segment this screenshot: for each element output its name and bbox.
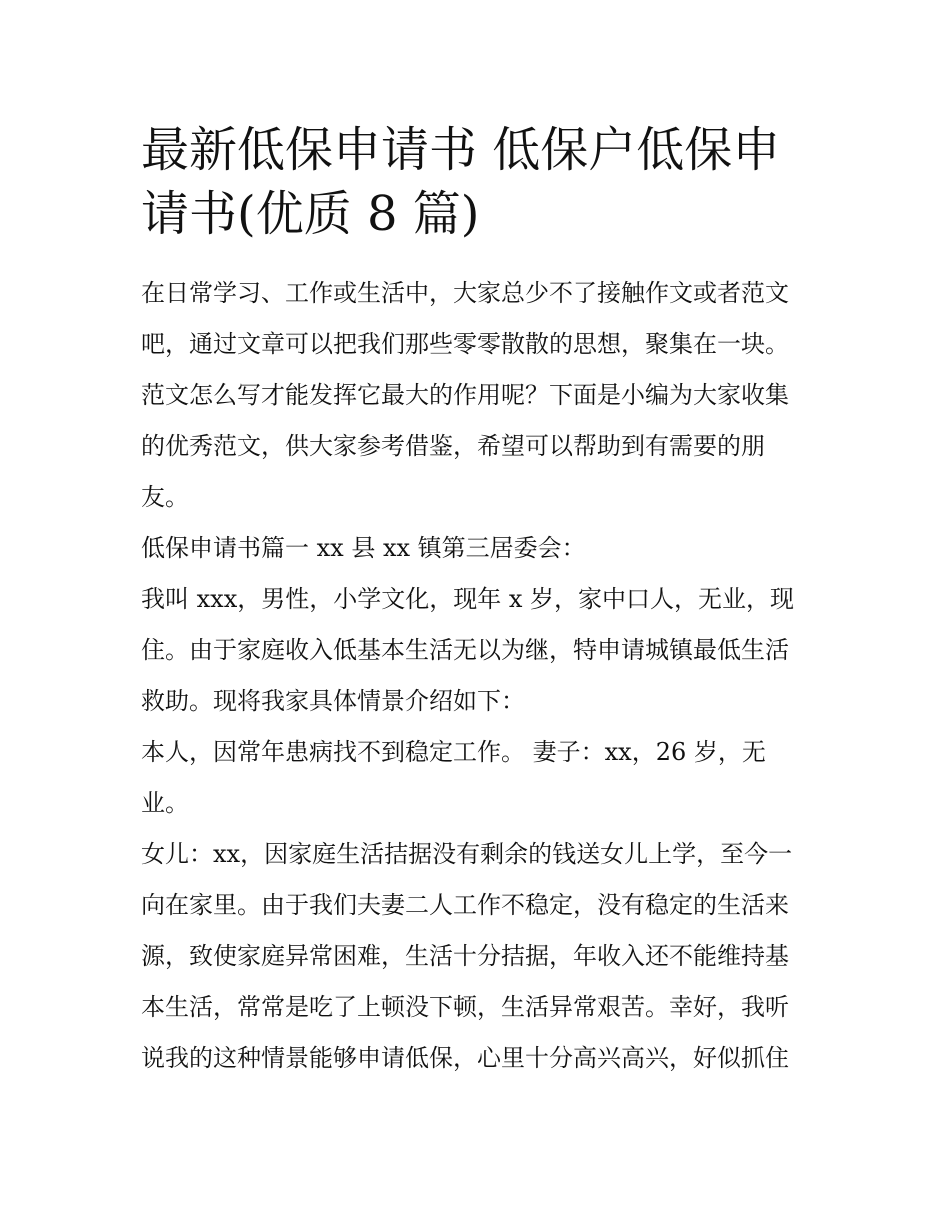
paragraph-self-spouse [141, 727, 811, 829]
text-line: 范文怎么写才能发挥它最大的作用呢？下面是小编为大家收集 [141, 381, 789, 409]
text-line: 的优秀范文，供大家参考借鉴，希望可以帮助到有需要的朋 [141, 432, 765, 460]
document-body [141, 268, 811, 1084]
paragraph-intro [141, 268, 811, 523]
text-line: 本生活，常常是吃了上顿没下顿，生活异常艰苦。幸好，我听 [141, 993, 789, 1021]
text-line: 友。 [141, 483, 189, 511]
document-title [141, 118, 811, 246]
text-line: 低保申请书篇一 xx 县 xx 镇第三居委会： [141, 534, 586, 562]
text-line: 在日常学习、工作或生活中，大家总少不了接触作文或者范文 [141, 279, 789, 307]
text-line: 本人，因常年患病找不到稳定工作。 妻子：xx，26 岁，无 [141, 738, 766, 766]
text-line: 我叫 xxx，男性，小学文化，现年 x 岁，家中口人，无业，现 [141, 585, 795, 613]
text-line: 说我的这种情景能够申请低保，心里十分高兴高兴，好似抓住 [141, 1044, 789, 1072]
text-line: 住。由于家庭收入低基本生活无以为继，特申请城镇最低生活 [141, 636, 789, 664]
text-line: 救助。现将我家具体情景介绍如下： [141, 687, 525, 715]
document-page [141, 118, 811, 1084]
title-line: 最新低保申请书 低保户低保申 [141, 122, 781, 178]
paragraph-daughter [141, 829, 811, 1084]
title-line: 请书(优质 8 篇) [141, 186, 480, 242]
text-line: 女儿：xx，因家庭生活拮据没有剩余的钱送女儿上学，至今一 [141, 840, 793, 868]
text-line: 源，致使家庭异常困难，生活十分拮据，年收入还不能维持基 [141, 942, 789, 970]
text-line: 吧，通过文章可以把我们那些零零散散的思想，聚集在一块。 [141, 330, 789, 358]
paragraph-applicant [141, 574, 811, 727]
text-line: 向在家里。由于我们夫妻二人工作不稳定，没有稳定的生活来 [141, 891, 789, 919]
text-line: 业。 [141, 789, 189, 817]
paragraph-addressee [141, 523, 811, 574]
